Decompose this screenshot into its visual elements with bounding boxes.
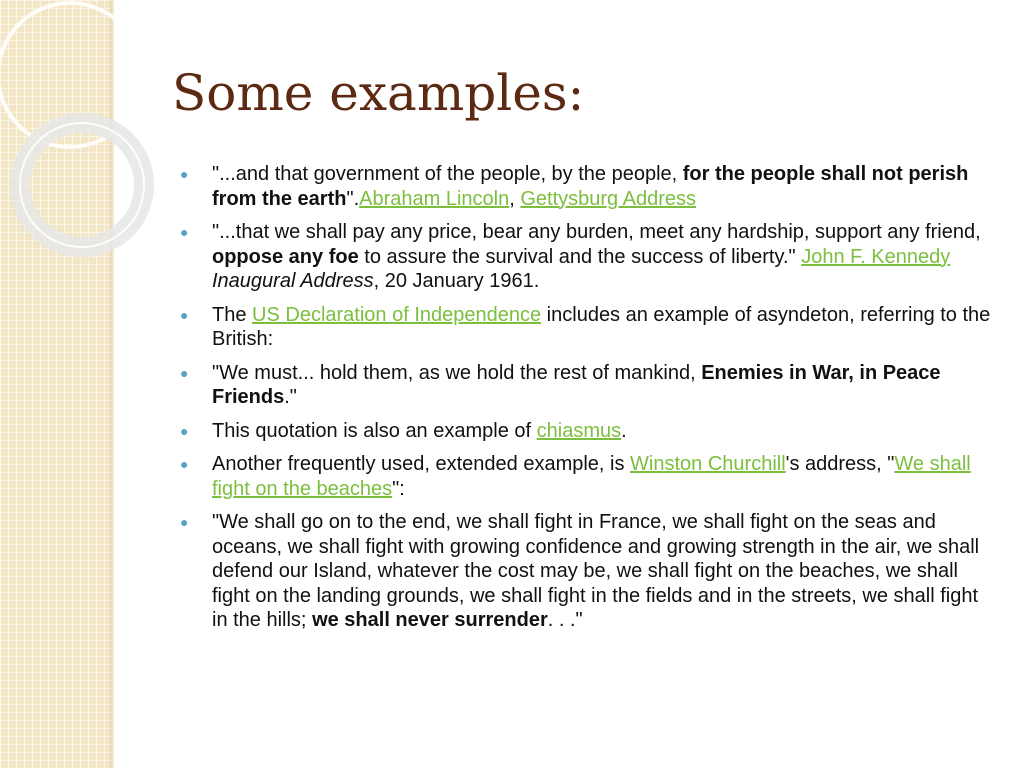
bullet-item [178,452,998,501]
bullet-marker-icon: ● [180,224,189,240]
text: "...and that government of the people, by the people, [212,163,683,185]
bullet-marker-icon: ● [180,456,189,472]
link-chiasmus[interactable]: chiasmus [536,419,622,442]
italic-text: Inaugural Address [212,270,374,292]
bullet-marker-icon: ● [180,166,189,182]
text: to assure the survival and the success of liberty." [358,245,802,268]
text: "We must... hold them, as we hold the rest of mankind, [212,361,702,384]
text: "We shall go on to the end, we shall fight in France, we shall fight on the seas and oceans, we shall fight with growing confidence and growing strength in the air, we shall defend our Island, whatever the cost may be, we shall fight on the beaches, we shall fight on the landing grounds, we shall fight in the fields and in the streets, we shall fight in the hills; [212,511,980,631]
link-we-shall-fight-on-the-beaches[interactable]: We shall fight on the beaches [212,453,971,500]
link-abraham-lincoln[interactable]: Abraham Lincoln [359,187,510,210]
bullet-item [178,303,998,352]
bullet-marker-icon: ● [180,364,189,381]
bullet-marker-icon: ● [180,514,189,530]
link-us-declaration-of-independence[interactable]: US Declaration of Independence [252,303,542,326]
text: , 20 January 1961. [373,270,540,292]
text: This quotation is also an example of [212,419,537,442]
bullet-item [178,162,998,211]
bullet-marker-icon: ● [180,306,189,323]
text: . . ." [547,609,583,631]
decorative-rings [0,0,160,260]
text: Another frequently used, extended example, is [212,453,631,475]
link-gettysburg-address[interactable]: Gettysburg Address [520,187,696,210]
bullet-item [178,220,998,294]
page-title: Some examples: [172,64,585,122]
text: 's address, " [785,453,895,475]
bold-text: for the people shall not perish from the earth [212,163,969,210]
link-john-f-kennedy[interactable]: John F. Kennedy [801,245,951,268]
bold-text: we shall never surrender [312,609,548,631]
bullet-item [178,510,998,633]
text: . [621,419,627,442]
text: ": [392,477,405,500]
text: , [509,187,521,210]
bullet-item [178,419,998,444]
text: The [212,303,253,326]
text: ". [346,187,360,210]
link-winston-churchill[interactable]: Winston Churchill [630,453,786,475]
text: ." [284,386,297,408]
text: "...that we shall pay any price, bear any burden, meet any hardship, support any friend, [212,221,981,243]
bullet-item [178,361,998,410]
text: includes an example of asyndeton, referring to the British: [212,303,991,350]
bullet-marker-icon: ● [180,422,189,439]
bold-text: Enemies in War, in Peace Friends [212,361,941,408]
bullet-list [178,162,998,642]
bold-text: oppose any foe [212,245,359,268]
